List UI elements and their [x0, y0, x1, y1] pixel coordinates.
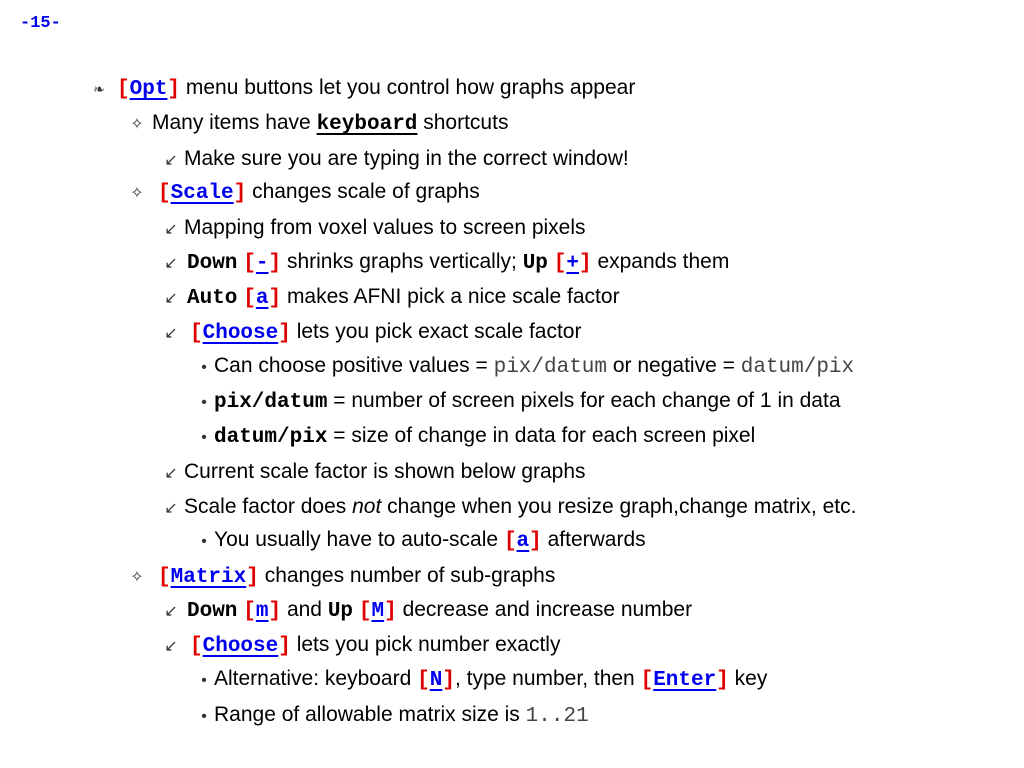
- auto-key-label: Auto: [187, 287, 238, 310]
- bullet-text: shrinks graphs vertically;: [286, 250, 517, 273]
- dot-bullet-icon: •: [201, 394, 207, 411]
- bracket: [: [553, 252, 567, 275]
- bullet-text: expands them: [597, 250, 730, 273]
- emphasis-text: not: [352, 495, 382, 518]
- enter-key-button[interactable]: Enter: [653, 669, 717, 692]
- datum-pix-code: datum/pix: [214, 426, 328, 449]
- pix-datum-code: pix/datum: [214, 391, 328, 414]
- increase-key-button[interactable]: M: [371, 600, 385, 623]
- range-code: 1..21: [525, 705, 589, 728]
- bullet-auto: [158, 283, 620, 313]
- bracket: [: [243, 252, 256, 275]
- bullet-text: Range of allowable matrix size is: [214, 703, 520, 726]
- autoscale-key-button[interactable]: a: [516, 530, 530, 553]
- bracket: ]: [278, 322, 291, 345]
- bullet-does-not-change: [158, 493, 856, 523]
- bracket: [: [158, 566, 171, 589]
- bullet-auto-scale: [194, 526, 646, 556]
- bullet-datum-pix: [194, 422, 755, 452]
- star-bullet-icon: ✧: [130, 116, 144, 133]
- arrow-bullet-icon: ↙: [164, 500, 178, 517]
- decrease-key-button[interactable]: m: [255, 600, 269, 623]
- bullet-text: changes number of sub-graphs: [264, 564, 556, 587]
- arrow-bullet-icon: ↙: [164, 255, 178, 272]
- bullet-opt: [84, 74, 635, 104]
- choose-matrix-button[interactable]: Choose: [202, 635, 279, 658]
- bullet-choose-scale: [158, 318, 581, 348]
- bracket: ]: [268, 600, 282, 623]
- bullet-text: , type number, then: [454, 667, 635, 690]
- bullet-many-items: [122, 109, 508, 139]
- bullet-text: decrease and increase number: [402, 598, 693, 621]
- bullet-text: Can choose positive values =: [214, 354, 488, 377]
- up-key-label: Up: [327, 600, 354, 623]
- shrink-key-button[interactable]: -: [255, 252, 269, 275]
- bracket: ]: [384, 600, 397, 623]
- arrow-bullet-icon: ↙: [164, 221, 178, 238]
- bullet-current-scale: [158, 458, 586, 488]
- bullet-choose-matrix: [158, 631, 560, 661]
- bullet-text: makes AFNI pick a nice scale factor: [286, 285, 620, 308]
- bracket: ]: [268, 252, 282, 275]
- bullet-down-up: [158, 248, 729, 278]
- bullet-text: menu buttons let you control how graphs appear: [185, 76, 636, 99]
- star-bullet-icon: ✧: [130, 569, 144, 586]
- bullet-text: Alternative: keyboard: [214, 667, 412, 690]
- bullet-can-choose: [194, 352, 854, 382]
- bracket: [: [243, 600, 256, 623]
- bullet-alternative: [194, 665, 767, 695]
- down-key-label: Down: [187, 600, 238, 623]
- bracket: ]: [246, 566, 259, 589]
- up-key-label: Up: [522, 252, 548, 275]
- bracket: [: [243, 287, 256, 310]
- arrow-bullet-icon: ↙: [164, 603, 178, 620]
- matrix-n-key-button[interactable]: N: [429, 669, 443, 692]
- bracket: [: [503, 530, 517, 553]
- bracket: ]: [578, 252, 592, 275]
- arrow-bullet-icon: ↙: [164, 638, 178, 655]
- bullet-text: shortcuts: [423, 111, 509, 134]
- dot-bullet-icon: •: [201, 429, 207, 446]
- page-number: -15-: [20, 14, 61, 33]
- bullet-text: Mapping from voxel values to screen pixels: [184, 216, 586, 239]
- bullet-text: and: [286, 598, 322, 621]
- scale-menu-button[interactable]: Scale: [170, 182, 234, 205]
- dot-bullet-icon: •: [201, 708, 207, 725]
- bullet-text: lets you pick number exactly: [296, 633, 561, 656]
- bracket: [: [158, 182, 171, 205]
- bullet-text: = number of screen pixels for each change of 1 in data: [333, 389, 841, 412]
- bullet-text: change when you resize graph,change matrix, etc.: [387, 495, 857, 518]
- bracket: [: [117, 78, 130, 101]
- star-bullet-icon: ✧: [130, 185, 144, 202]
- bullet-text: Make sure you are typing in the correct window!: [184, 147, 629, 170]
- bracket: ]: [167, 78, 181, 101]
- bullet-pix-datum: [194, 387, 841, 417]
- bracket: [: [640, 669, 654, 692]
- dot-bullet-icon: •: [201, 533, 207, 550]
- bullet-matrix: [122, 562, 555, 592]
- choose-scale-button[interactable]: Choose: [202, 322, 279, 345]
- bullet-mapping: [158, 214, 586, 244]
- bullet-matrix-down-up: [158, 596, 692, 626]
- bracket: ]: [268, 287, 282, 310]
- bullet-make-sure: [158, 145, 629, 175]
- bullet-scale: [122, 178, 480, 208]
- bracket: ]: [529, 530, 542, 553]
- bullet-text: afterwards: [547, 528, 646, 551]
- fleuron-bullet-icon: ❧: [93, 81, 105, 97]
- down-key-label: Down: [187, 252, 238, 275]
- bullet-text: Many items have: [152, 111, 311, 134]
- bullet-text: = size of change in data for each screen pixel: [333, 424, 756, 447]
- bullet-text: Scale factor does: [184, 495, 347, 518]
- pix-datum-code: pix/datum: [493, 356, 608, 379]
- bracket: [: [358, 600, 372, 623]
- bracket: ]: [442, 669, 455, 692]
- arrow-bullet-icon: ↙: [164, 465, 178, 482]
- bullet-text: or negative =: [612, 354, 735, 377]
- bullet-range: [194, 701, 589, 731]
- dot-bullet-icon: •: [201, 359, 207, 376]
- arrow-bullet-icon: ↙: [164, 290, 178, 307]
- datum-pix-code: datum/pix: [740, 356, 855, 379]
- arrow-bullet-icon: ↙: [164, 325, 178, 342]
- bullet-text: changes scale of graphs: [252, 180, 480, 203]
- arrow-bullet-icon: ↙: [164, 152, 178, 169]
- autoscale-key-button[interactable]: a: [255, 287, 269, 310]
- bracket: ]: [233, 182, 247, 205]
- bullet-text: key: [734, 667, 768, 690]
- bracket: [: [190, 635, 203, 658]
- bullet-text: You usually have to auto-scale: [214, 528, 499, 551]
- bracket: [: [417, 669, 430, 692]
- expand-key-button[interactable]: +: [566, 252, 579, 275]
- dot-bullet-icon: •: [201, 672, 207, 689]
- keyboard-code: keyboard: [316, 113, 418, 136]
- bullet-text: Current scale factor is shown below graphs: [184, 460, 586, 483]
- bracket: [: [190, 322, 203, 345]
- bullet-text: lets you pick exact scale factor: [296, 320, 582, 343]
- opt-menu-button[interactable]: Opt: [129, 78, 168, 101]
- matrix-menu-button[interactable]: Matrix: [170, 566, 247, 589]
- bracket: ]: [716, 669, 729, 692]
- bracket: ]: [278, 635, 291, 658]
